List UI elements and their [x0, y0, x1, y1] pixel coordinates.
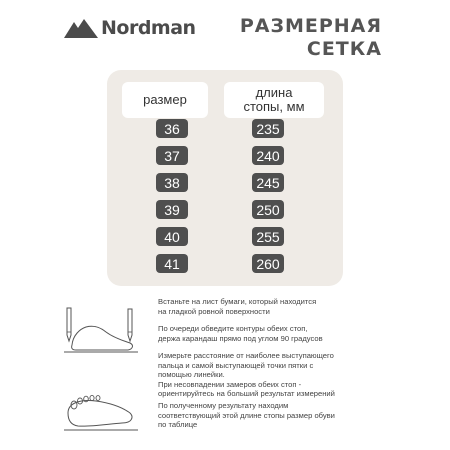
size-cell: 36 [156, 119, 188, 138]
length-cell: 240 [252, 146, 284, 165]
size-cell: 39 [156, 200, 188, 219]
instruction-step-3: Измерьте расстояние от наиболее выступающего пальца и самой выступающей точки пятки с помощью линейки. При несовпадении замеров обеих стоп - ориентируйтесь на больший результат измерений [158, 351, 335, 398]
length-cell: 235 [252, 119, 284, 138]
brand-logo [64, 17, 196, 39]
title-line-1: РАЗМЕРНАЯ [239, 15, 382, 37]
size-cell: 40 [156, 227, 188, 246]
size-cell: 37 [156, 146, 188, 165]
instruction-step-1: Встаньте на лист бумаги, который находится на гладкой ровной поверхности [158, 297, 317, 316]
foot-length-column-header: длина стопы, мм [224, 82, 324, 118]
mountain-logo-icon [64, 18, 98, 38]
brand-name: Nordman [101, 17, 196, 39]
size-column-header: размер [122, 82, 208, 118]
foot-top-outline-icon [60, 393, 142, 433]
size-cell: 41 [156, 254, 188, 273]
instruction-step-4: По полученному результату находим соответствующий этой длине стопы размер обуви по таблице [158, 401, 335, 429]
instruction-step-2: По очереди обведите контуры обеих стоп, держа карандаш прямо под углом 90 градусов [158, 324, 323, 343]
length-cell: 260 [252, 254, 284, 273]
size-cell: 38 [156, 173, 188, 192]
foot-side-pencil-icon [60, 305, 142, 357]
length-cell: 245 [252, 173, 284, 192]
title-line-2: СЕТКА [306, 38, 382, 60]
length-cell: 255 [252, 227, 284, 246]
page-title [240, 15, 382, 61]
length-cell: 250 [252, 200, 284, 219]
